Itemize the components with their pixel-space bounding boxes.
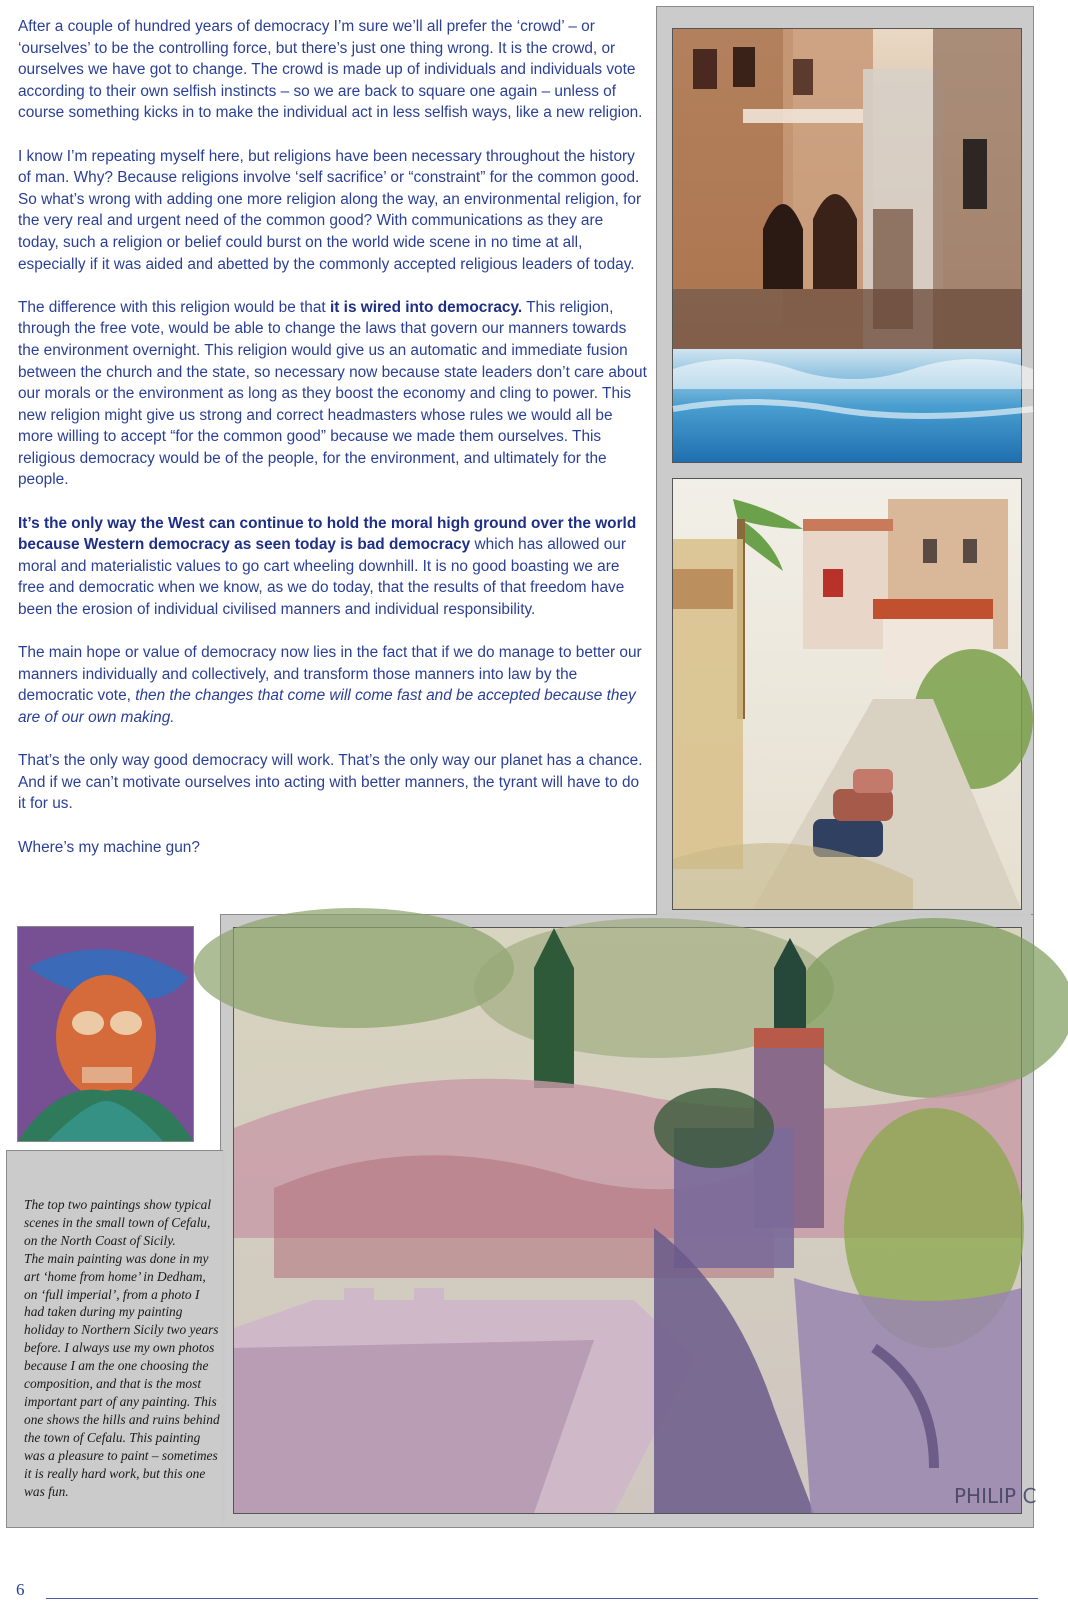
paragraph-4 (18, 513, 648, 621)
paragraph-4-emphasis: It’s the only way the West can continue to hold the moral high ground over the world because Western democracy as seen today is bad democracy (18, 514, 637, 554)
painting-cefalu-street (672, 478, 1022, 910)
caption-top-paintings: The top two paintings show typical scenes in the small town of Cefalu, on the North Coast of Sicily. (24, 1197, 212, 1248)
paragraph-3-text: The difference with this religion would be that (18, 298, 330, 316)
paragraph-5-italic: then the changes that come will come fast and be accepted because they are of our own making. (18, 687, 636, 726)
paragraph-6: That’s the only way good democracy will work. That’s the only way our planet has a chance. And if we can’t motivate ourselves into acting with better manners, the tyrant will have to do it for us. (18, 752, 643, 813)
paragraph-5-text: The main hope or value of democracy now lies in the fact that if we do manage to better our manners individually and collectively, and transform those manners into law by the democratic vote, (18, 644, 642, 705)
page-number: 6 (16, 1580, 25, 1599)
paragraph-5 (18, 642, 648, 728)
paragraph-3 (18, 297, 648, 491)
paragraph-3-emphasis: it is wired into democracy. (329, 298, 523, 316)
paragraph-2: I know I’m repeating myself here, but religions have been necessary throughout the history of man. Why? Because religions involve ‘self sacrifice’ or “constraint” for the common good. So what’s wrong with adding one more religion along the way, an environmental religion, for the very real and urgent need of the common good? With communications as they are today, such a religion or belief could burst on the world wide scene in no time at all, especially if it was aided and abetted by the commonly accepted religious leaders of today. (18, 147, 642, 273)
painting-caption (24, 1196, 222, 1500)
paragraph-3-text-cont: This religion, through the free vote, would be able to change the laws that govern our manners towards the environment overnight. This religion would give us an automatic and immediate fusion between the church and the state, so necessary now because state leaders don’t care about our morals or the environment as long as they boost the economy and cling to power. This new religion might give us strong and correct headmasters whose rules we would all be more willing to accept “for the common good” because we made them ourselves. This religious democracy would be of the people, for the environment, and ultimately for the people. (18, 298, 647, 489)
panel-joint-top (657, 913, 1031, 916)
article-body (18, 16, 648, 880)
paragraph-4-text: which has allowed our moral and materialistic values to go cart wheeling downhill. It is no good boasting we are free and democratic when we know, as we do today, that the results of that freedom have been the erosion of individual civilised manners and individual responsibility. (18, 536, 626, 619)
painting-cefalu-hills-ruins (233, 927, 1037, 1514)
paragraph-1: After a couple of hundred years of democracy I’m sure we’ll all prefer the ‘crowd’ – or ‘ourselves’ to be the controlling force, but there’s just one thing wrong. It is the crowd, or ourselves we have got to change. The crowd is made up of individuals and individuals vote according to their own selfish instincts – so we are back to square one again – unless of course something kicks in to make the individual act in less selfish ways, like a new religion. (18, 18, 643, 122)
painting-self-portrait (17, 926, 194, 1142)
painting-cefalu-waterfront (672, 28, 1022, 463)
footer-rule (46, 1598, 1038, 1599)
painting-signature: PHILIP C (954, 1484, 1037, 1508)
caption-main-painting: The main painting was done in my art ‘home from home’ in Dedham, on ‘full imperial’, from a photo I had taken during my painting holiday to Northern Sicily two years before. I always use my own photos because I am the one choosing the composition, and that is the most important part of any painting. This one shows the hills and ruins behind the town of Cefalu. This painting was a pleasure to paint – sometimes it is really hard work, but this one was fun. (24, 1250, 220, 1499)
paragraph-7: Where’s my machine gun? (18, 838, 200, 856)
